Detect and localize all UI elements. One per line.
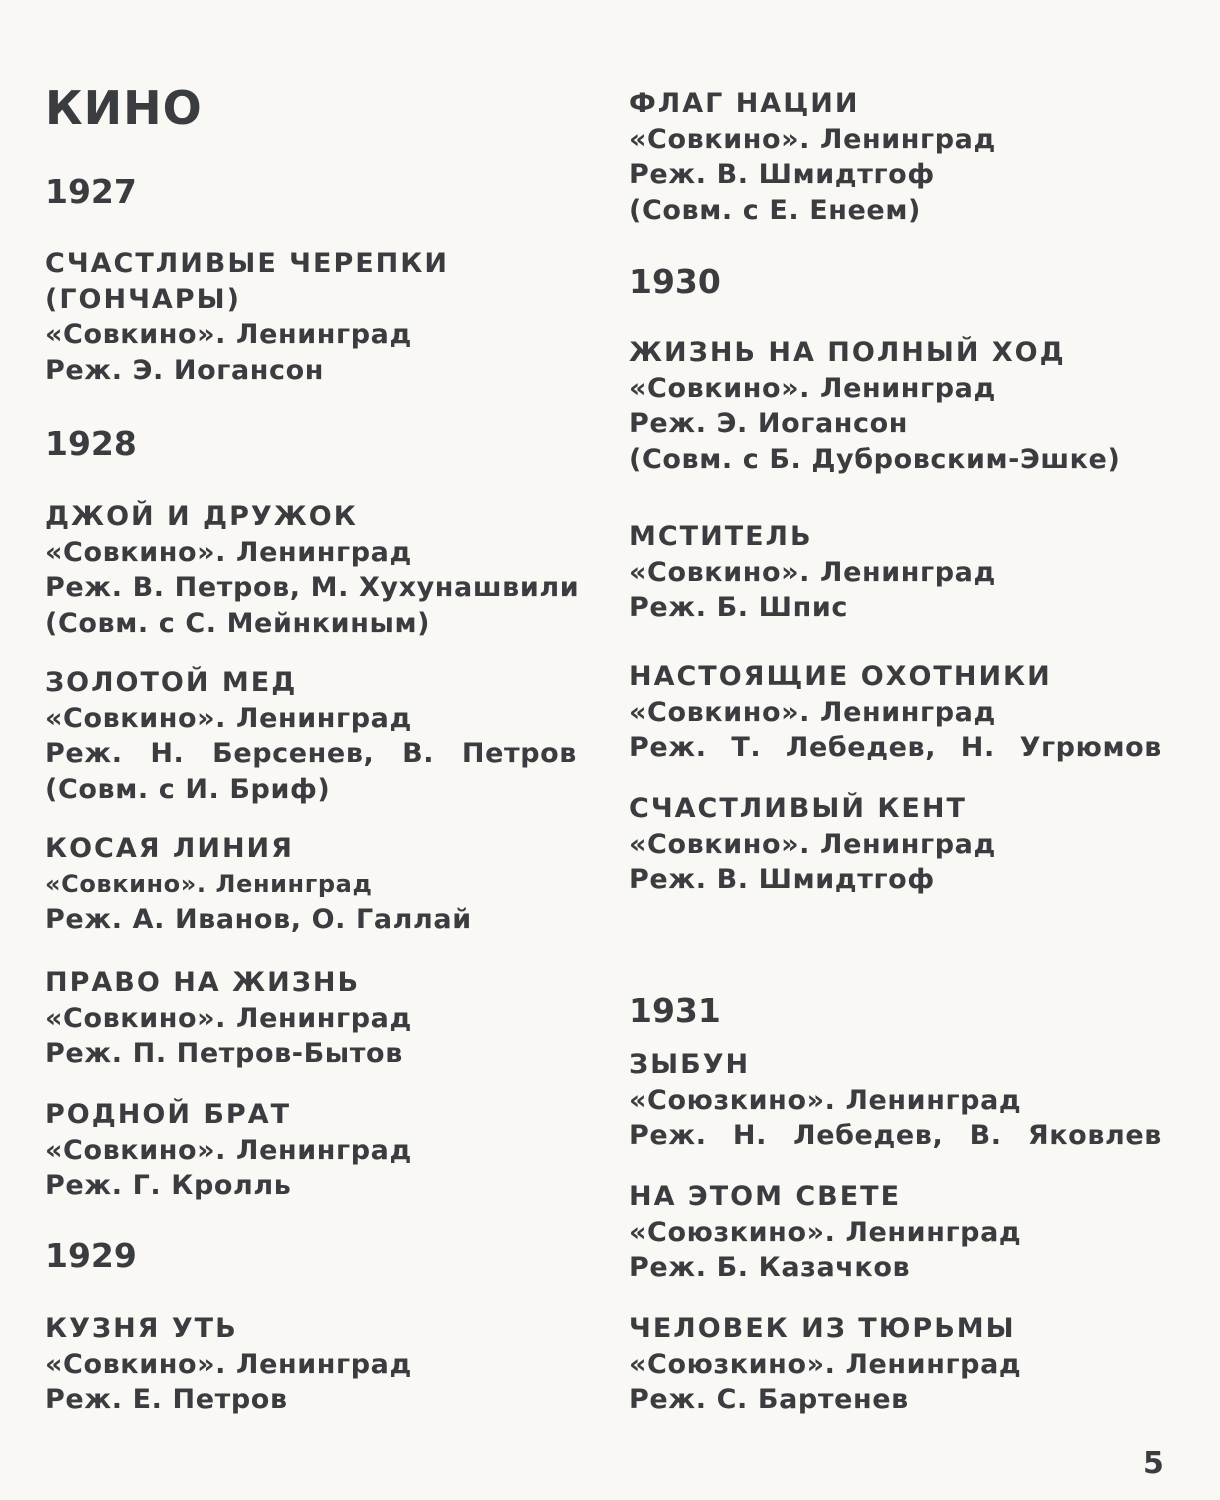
year-heading-1928: 1928: [45, 424, 137, 463]
film-entry-schastlivyy-kent: [629, 791, 996, 898]
film-entry-zolotoy-med: [45, 665, 577, 807]
film-director: Реж. В. Петров, М. Хухунашвили: [45, 572, 580, 603]
film-note: (Совм. с Е. Енеем): [629, 194, 921, 226]
film-title: МСТИТЕЛЬ: [629, 521, 813, 552]
director-word: Т.: [731, 732, 762, 763]
film-entry-na-etom-svete: [629, 1179, 1021, 1286]
film-director: [629, 730, 1162, 766]
film-note: (Совм. с И. Бриф): [45, 773, 331, 805]
film-title: КУЗНЯ УТЬ: [45, 1313, 238, 1344]
director-word: Н.: [150, 738, 185, 769]
film-studio: «Совкино». Ленинград: [629, 696, 996, 728]
film-entry-flag-natsii: [629, 86, 996, 228]
film-studio: «Союзкино». Ленинград: [629, 1348, 1022, 1380]
director-word: В.: [969, 1120, 1002, 1151]
film-director: Реж. В. Шмидтгоф: [629, 864, 935, 895]
film-entry-mstitel: [629, 519, 996, 626]
film-entry-zhizn-na-polnyy-khod: [629, 335, 1120, 477]
film-entry-nastoyashchie-okhotniki: [629, 659, 1162, 766]
director-word: Н.: [732, 1120, 767, 1151]
film-entry-pravo-na-zhizn: [45, 965, 412, 1072]
film-title: КОСАЯ ЛИНИЯ: [45, 833, 294, 864]
film-studio: «Союзкино». Ленинград: [629, 1216, 1022, 1248]
film-entry-dzhoy-i-druzhok: [45, 499, 579, 641]
film-studio: «Совкино». Ленинград: [629, 123, 996, 155]
film-director: Реж. Э. Иогансон: [629, 408, 909, 439]
director-word: Петров: [461, 738, 577, 769]
director-word: Угрюмов: [1019, 732, 1162, 763]
film-director: Реж. С. Бартенев: [629, 1384, 909, 1415]
film-title: ЗЫБУН: [629, 1049, 751, 1080]
film-director: Реж. А. Иванов, О. Галлай: [45, 904, 472, 935]
film-director: Реж. Э. Иогансон: [45, 354, 325, 386]
film-title: ЧЕЛОВЕК ИЗ ТЮРЬМЫ: [629, 1313, 1016, 1344]
film-director: Реж. В. Шмидтгоф: [629, 159, 935, 190]
section-title: КИНО: [45, 81, 203, 135]
year-heading-1931: 1931: [629, 991, 721, 1030]
film-note: (Совм. с С. Мейнкиным): [45, 607, 431, 639]
film-entry-kuznya-ut: [45, 1311, 412, 1418]
film-director: Реж. Е. Петров: [45, 1384, 288, 1415]
director-word: В.: [402, 738, 435, 769]
film-director: [629, 1118, 1162, 1154]
film-title: ЗОЛОТОЙ МЕД: [45, 667, 298, 698]
film-title: ПРАВО НА ЖИЗНЬ: [45, 967, 361, 998]
film-studio: «Совкино». Ленинград: [45, 1348, 412, 1380]
director-word: Лебедев,: [785, 732, 937, 763]
director-word: Яковлев: [1027, 1120, 1162, 1151]
film-studio: «Совкино». Ленинград: [45, 1002, 412, 1034]
film-studio: «Совкино». Ленинград: [45, 702, 412, 734]
film-entry-zybun: [629, 1047, 1162, 1154]
film-director: [45, 736, 577, 772]
film-title: НАСТОЯЩИЕ ОХОТНИКИ: [629, 661, 1052, 692]
film-director: Реж. Б. Казачков: [629, 1252, 911, 1283]
film-entry-chelovek-iz-tyurmy: [629, 1311, 1021, 1418]
year-heading-1927: 1927: [45, 172, 137, 211]
film-director: Реж. Г. Кролль: [45, 1170, 292, 1201]
director-word: Реж.: [629, 1120, 707, 1151]
director-word: Н.: [960, 732, 995, 763]
film-studio: «Совкино». Ленинград: [45, 319, 412, 350]
film-title: ДЖОЙ И ДРУЖОК: [45, 501, 358, 532]
film-entry-schastlivye-cherepki: [45, 246, 449, 388]
film-director: Реж. П. Петров-Бытов: [45, 1038, 403, 1069]
film-title: СЧАСТЛИВЫЕ ЧЕРЕПКИ: [45, 248, 449, 279]
film-studio: «Совкино». Ленинград: [45, 869, 373, 898]
director-word: Реж.: [629, 732, 707, 763]
film-studio: «Совкино». Ленинград: [45, 1134, 412, 1166]
film-studio: «Совкино». Ленинград: [629, 372, 996, 404]
film-title: РОДНОЙ БРАТ: [45, 1099, 292, 1130]
film-studio: «Совкино». Ленинград: [45, 536, 412, 568]
film-title: НА ЭТОМ СВЕТЕ: [629, 1181, 902, 1212]
film-title: СЧАСТЛИВЫЙ КЕНТ: [629, 793, 967, 824]
film-studio: «Совкино». Ленинград: [629, 556, 996, 588]
year-heading-1930: 1930: [629, 262, 721, 301]
film-entry-rodnoy-brat: [45, 1097, 412, 1204]
director-word: Лебедев,: [793, 1120, 944, 1151]
film-studio: «Совкино». Ленинград: [629, 828, 996, 860]
film-entry-kosaya-liniya: [45, 831, 472, 938]
film-director: Реж. Б. Шпис: [629, 592, 848, 623]
film-title-alt: (ГОНЧАРЫ): [45, 283, 241, 315]
year-heading-1929: 1929: [45, 1236, 137, 1275]
film-note: (Совм. с Б. Дубровским-Эшке): [629, 443, 1121, 475]
film-title: ЖИЗНЬ НА ПОЛНЫЙ ХОД: [629, 337, 1066, 368]
film-title: ФЛАГ НАЦИИ: [629, 88, 860, 119]
page-number: 5: [1143, 1446, 1164, 1481]
director-word: Реж.: [45, 738, 123, 769]
film-studio: «Союзкино». Ленинград: [629, 1084, 1022, 1116]
director-word: Берсенев,: [212, 738, 375, 769]
